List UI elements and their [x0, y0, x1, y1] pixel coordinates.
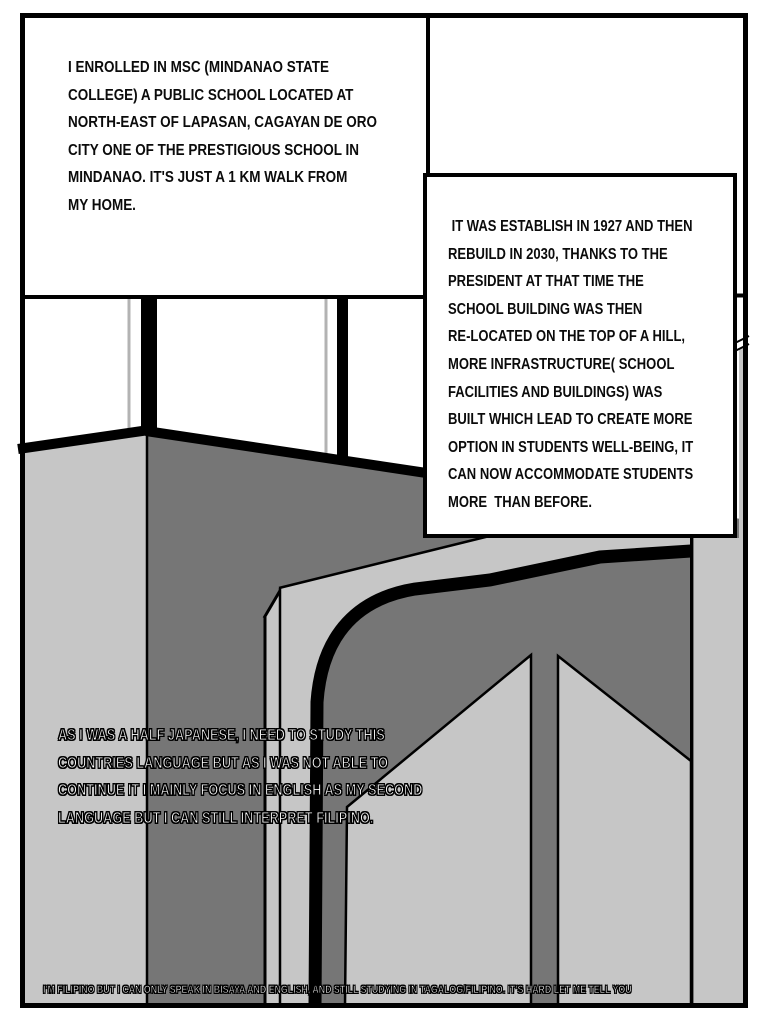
text-line: MY HOME. — [68, 196, 136, 214]
text-line: COUNTRIES LANGUAGE BUT AS I WAS NOT ABLE TO — [58, 754, 388, 772]
text-line: I ENROLLED IN MSC (MINDANAO STATE — [68, 59, 329, 76]
text-line: IT WAS ESTABLISH IN 1927 AND THEN — [448, 218, 693, 235]
text-line: AS I WAS A HALF JAPANESE, I NEED TO STUDY THIS — [58, 727, 385, 744]
narration-overlay — [58, 722, 422, 832]
text-line: BUILT WHICH LEAD TO CREATE MORE — [448, 411, 693, 429]
text-line: CONTINUE IT I MAINLY FOCUS IN ENGLISH AS MY SECOND — [58, 782, 423, 799]
text-line: MINDANAO. IT'S JUST A 1 KM WALK FROM — [68, 169, 348, 187]
text-line: RE-LOCATED ON THE TOP OF A HILL, — [448, 328, 686, 346]
text-line: SCHOOL BUILDING WAS THEN — [448, 300, 643, 318]
text-line: FACILITIES AND BUILDINGS) WAS — [448, 383, 663, 401]
text-line: COLLEGE) A PUBLIC SCHOOL LOCATED AT — [68, 86, 354, 104]
caption-box-enrollment — [20, 13, 430, 299]
text-line: MORE THAN BEFORE. — [448, 493, 592, 511]
text-line: CAN NOW ACCOMMODATE STUDENTS — [448, 466, 694, 484]
text-line: PRESIDENT AT THAT TIME THE — [448, 273, 644, 291]
caption-box-history — [423, 173, 737, 538]
text-line: NORTH-EAST OF LAPASAN, CAGAYAN DE ORO — [68, 114, 377, 132]
left-wall — [20, 430, 147, 1006]
text-line: MORE INFRASTRUCTURE( SCHOOL — [448, 355, 675, 373]
text-line: LANGUAGE BUT I CAN STILL INTERPRET FILIPINO. — [58, 809, 374, 827]
window-post-right — [337, 296, 348, 458]
enrollment-text — [68, 54, 377, 220]
text-line: CITY ONE OF THE PRESTIGIOUS SCHOOL IN — [68, 141, 359, 159]
history-text — [448, 213, 693, 517]
window-post-left — [141, 296, 157, 433]
text-line: REBUILD IN 2030, THANKS TO THE — [448, 245, 668, 263]
footer-caption: I'M FILIPINO BUT I CAN ONLY SPEAK IN BISAYA AND ENGLISH, AND STILL STUDYING IN TAGALOG/FILIPINO. IT'S HARD LET ME TELL YOU — [43, 984, 632, 996]
text-line: OPTION IN STUDENTS WELL-BEING, IT — [448, 438, 694, 456]
